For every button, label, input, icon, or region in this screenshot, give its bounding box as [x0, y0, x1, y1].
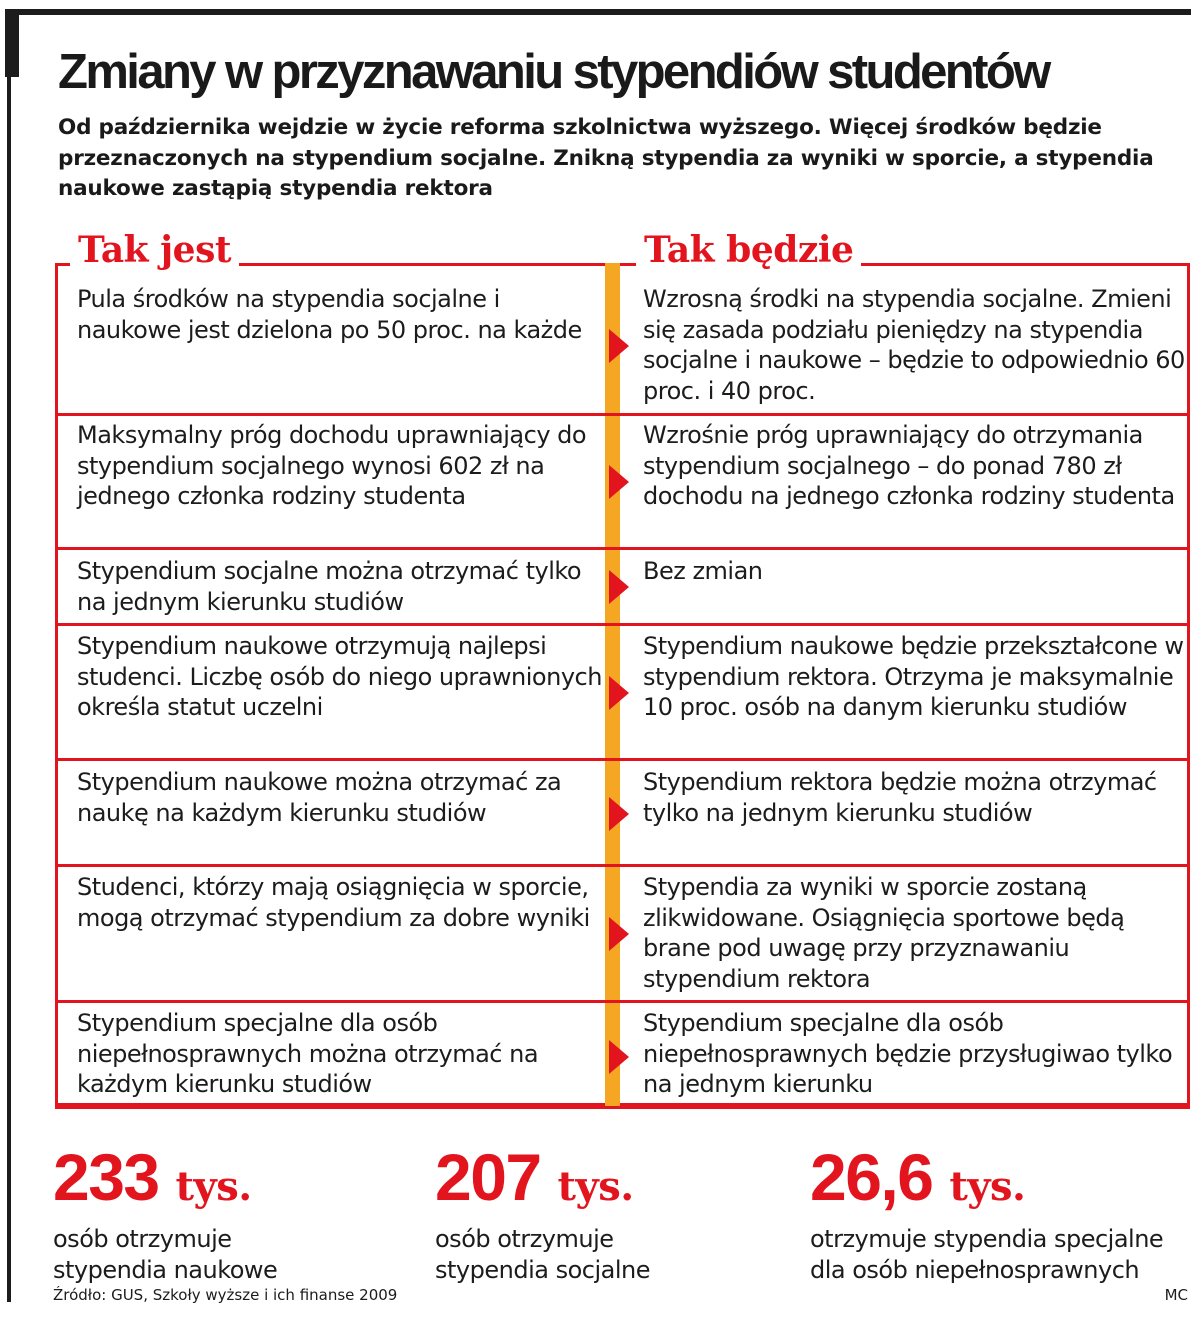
column-heading-future: Tak będzie	[636, 226, 861, 274]
row-separator	[55, 547, 1190, 550]
arrow-right-icon	[609, 329, 629, 363]
stat-value-line	[53, 1140, 277, 1224]
stat-unit: tys.	[175, 1163, 252, 1210]
row-2-future: Wzrośnie próg uprawniający do otrzymania stypendium socjalnego – do ponad 780 zł dochodu na jednego członka rodziny studenta	[643, 421, 1175, 510]
row-3-future: Bez zmian	[643, 557, 763, 585]
stat-unit: tys.	[949, 1163, 1026, 1210]
page-title: Zmiany w przyznawaniu stypendiów studentów	[58, 45, 1049, 99]
row-5-now: Stypendium naukowe można otrzymać za naukę na każdym kierunku studiów	[77, 768, 562, 827]
stat-scholarships-special	[810, 1140, 1163, 1286]
column-heading-now: Tak jest	[70, 226, 239, 274]
row-3-now: Stypendium socjalne można otrzymać tylko na jednym kierunku studiów	[77, 557, 582, 616]
stat-description: stypendia naukowe	[53, 1256, 278, 1284]
stat-scholarships-social	[435, 1140, 650, 1286]
row-1-now: Pula środków na stypendia socjalne i naukowe jest dzielona po 50 proc. na każde	[77, 285, 582, 344]
row-7-future: Stypendium specjalne dla osób niepełnosprawnych będzie przysługiwao tylko na jednym kierunku	[643, 1009, 1173, 1098]
arrow-right-icon	[609, 1040, 629, 1074]
arrow-right-icon	[609, 570, 629, 604]
source-note: Źródło: GUS, Szkoły wyższe i ich finanse 2009	[53, 1286, 398, 1304]
row-4-future: Stypendium naukowe będzie przekształcone w stypendium rektora. Otrzyma je maksymalnie 10 proc. osób na danym kierunku studiów	[643, 632, 1184, 721]
row-1-future: Wzrosną środki na stypendia socjalne. Zmieni się zasada podziału pieniędzy na stypendia socjalne i naukowe – będzie to odpowiednio 60 proc. i 40 proc.	[643, 285, 1185, 405]
row-separator	[55, 864, 1190, 867]
frame-left-rule	[7, 77, 11, 1302]
row-6-future: Stypendia za wyniki w sporcie zostaną zlikwidowane. Osiągnięcia sportowe będą brane pod uwagę przy przyznawaniu stypendium rektora	[643, 873, 1125, 993]
stat-number: 233	[53, 1140, 159, 1214]
stat-description: otrzymuje stypendia specjalne	[810, 1225, 1164, 1253]
stat-description: dla osób niepełnosprawnych	[810, 1256, 1140, 1284]
stat-number: 26,6	[810, 1140, 933, 1214]
row-2-now: Maksymalny próg dochodu uprawniający do stypendium socjalnego wynosi 602 zł na jednego członka rodziny studenta	[77, 421, 587, 510]
arrow-right-icon	[609, 917, 629, 951]
row-6-now: Studenci, którzy mają osiągnięcia w sporcie, mogą otrzymać stypendium za dobre wyniki	[77, 873, 590, 932]
row-separator	[55, 1000, 1190, 1003]
row-separator	[55, 758, 1190, 761]
stat-value-line	[435, 1140, 650, 1224]
author-credit: MC	[1164, 1286, 1188, 1304]
frame-top-bar	[5, 9, 1191, 15]
stat-description: osób otrzymuje	[435, 1225, 614, 1253]
arrow-right-icon	[609, 676, 629, 710]
row-7-now: Stypendium specjalne dla osób niepełnosprawnych można otrzymać na każdym kierunku studiów	[77, 1009, 539, 1098]
stat-scholarships-academic	[53, 1140, 277, 1286]
row-separator	[55, 623, 1190, 626]
stat-unit: tys.	[557, 1163, 634, 1210]
row-5-future: Stypendium rektora będzie można otrzymać tylko na jednym kierunku studiów	[643, 768, 1157, 827]
stat-value-line	[810, 1140, 1163, 1224]
arrow-right-icon	[609, 797, 629, 831]
page-subtitle: Od października wejdzie w życie reforma szkolnictwa wyższego. Więcej środków będzie przeznaczonych na stypendium socjalne. Znikną stypendia za wyniki w sporcie, a stypendia naukowe zastąpią stypendia rektora	[58, 115, 1154, 201]
stat-number: 207	[435, 1140, 541, 1214]
stat-description: osób otrzymuje	[53, 1225, 232, 1253]
stat-description: stypendia socjalne	[435, 1256, 650, 1284]
arrow-right-icon	[609, 465, 629, 499]
row-separator	[55, 413, 1190, 416]
frame-corner-block	[5, 9, 19, 77]
row-4-now: Stypendium naukowe otrzymują najlepsi studenci. Liczbę osób do niego uprawnionych określa statut uczelni	[77, 632, 602, 721]
